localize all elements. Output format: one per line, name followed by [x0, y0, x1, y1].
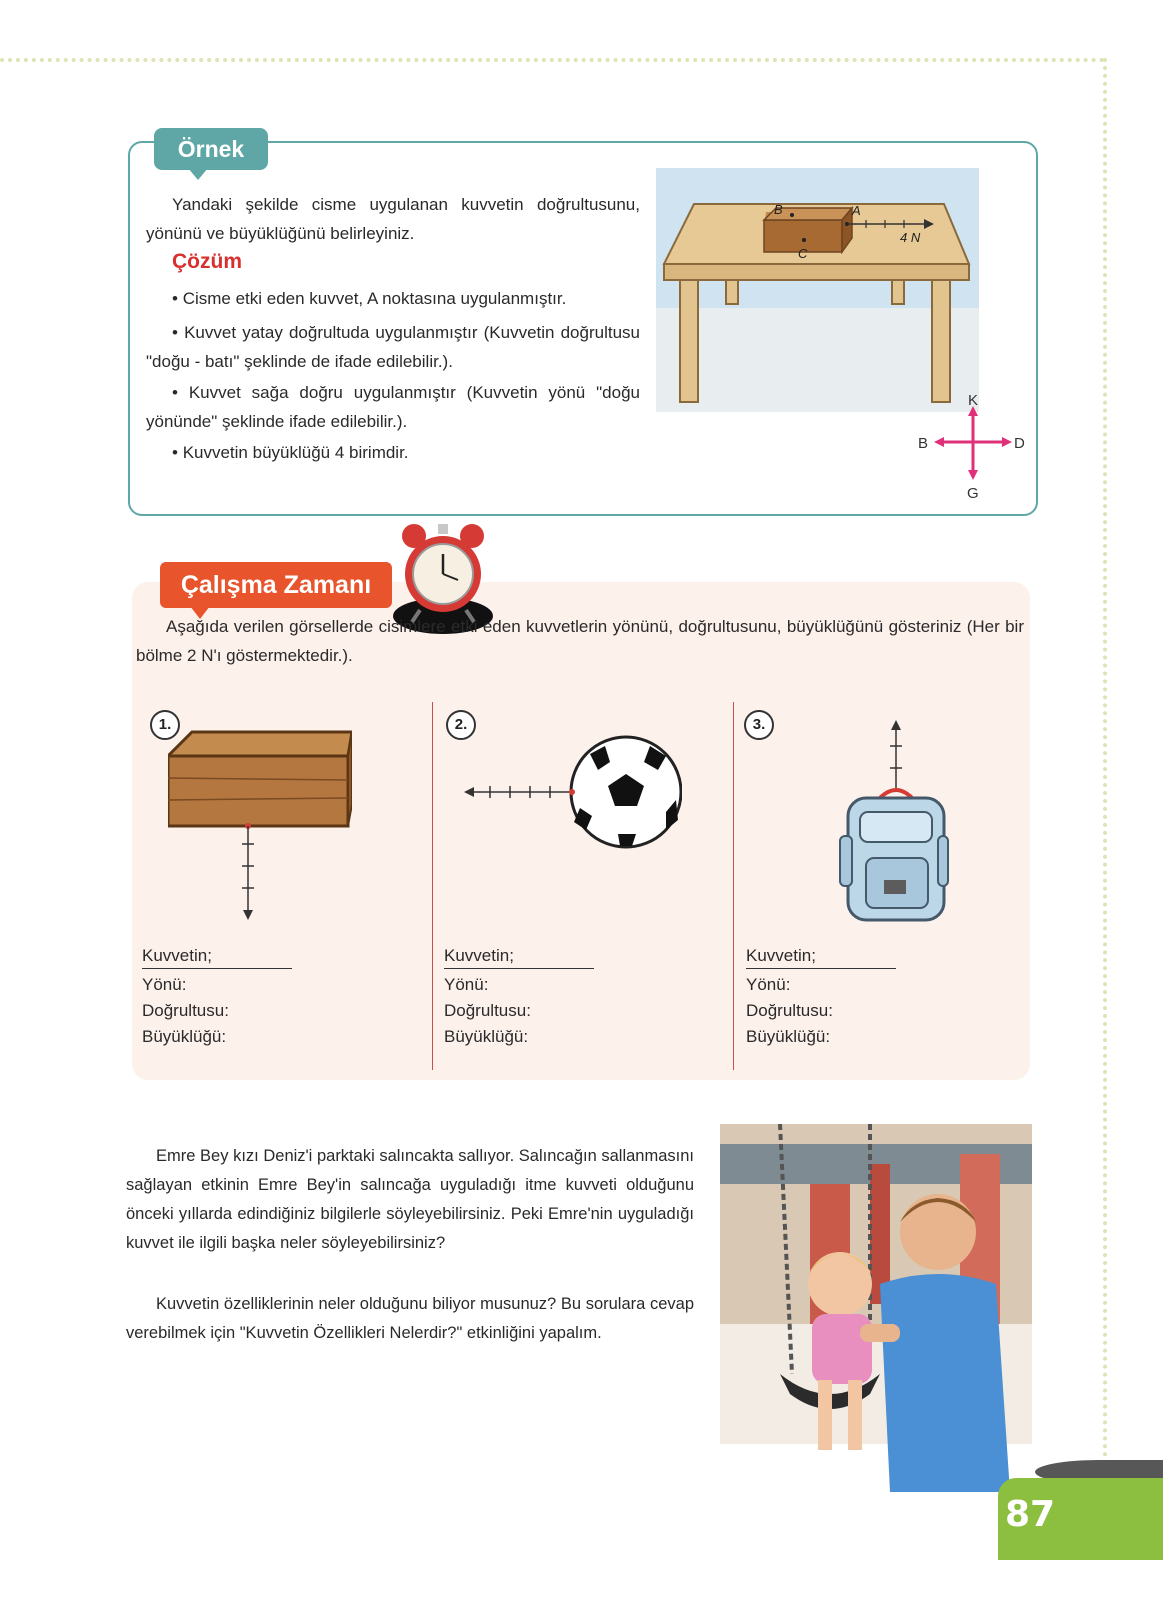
compass-south: G	[967, 485, 979, 500]
solution-bullet-text: Cisme etki eden kuvvet, A noktasına uygulanmıştır.	[182, 289, 567, 308]
item-head: Kuvvetin;	[444, 946, 514, 965]
compass-east: D	[1014, 435, 1025, 452]
line-of-action-label: Doğrultusu:	[444, 1001, 531, 1020]
soccer-ball-image	[460, 734, 682, 850]
page-border-right	[1103, 58, 1107, 1458]
solution-bullet: • Kuvvet yatay doğrultuda uygulanmıştır (Kuvvetin doğrultusu "doğu - batı" şeklinde de ifade edilebilir.).	[146, 323, 640, 371]
line-of-action-label: Doğrultusu:	[142, 1001, 229, 1020]
activity-intro: Aşağıda verilen görsellerde cisimlere etki eden kuvvetlerin yönünü, doğrultusunu, büyüklüğünü gösteriniz (Her bir bölme 2 N'ı göstermektedir.).	[136, 617, 1024, 665]
example-tag-tail	[188, 168, 208, 180]
direction-label: Yönü:	[444, 975, 489, 994]
solution-bullet: • Kuvvetin büyüklüğü 4 birimdir.	[172, 443, 409, 462]
compass-icon	[918, 392, 1028, 500]
force-magnitude-label: 4 N	[900, 230, 921, 245]
answer-underline	[142, 968, 292, 969]
solution-bullet: • Kuvvet sağa doğru uygulanmıştır (Kuvvetin yönü "doğu yönünde" şeklinde ifade edilebilir.).	[146, 383, 640, 431]
example-question: Yandaki şekilde cisme uygulanan kuvvetin doğrultusunu, yönünü ve büyüklüğünü belirleyiniz.	[146, 195, 640, 243]
solution-title: Çözüm	[172, 250, 242, 273]
compass-north: K	[968, 392, 979, 409]
item-number-3: 3.	[744, 710, 774, 740]
swing-photo	[720, 1124, 1032, 1492]
line-of-action-label: Doğrultusu:	[746, 1001, 833, 1020]
point-a-label: A	[852, 203, 861, 218]
example-tag: Örnek	[154, 128, 268, 170]
table-illustration	[656, 168, 979, 412]
item-number-1: 1.	[150, 710, 180, 740]
backpack-image	[838, 716, 950, 924]
point-b-label: B	[774, 202, 783, 217]
page-number: 87	[1004, 1494, 1056, 1535]
column-divider	[432, 702, 433, 1070]
answer-underline	[444, 968, 594, 969]
magnitude-label: Büyüklüğü:	[142, 1027, 227, 1046]
item-head: Kuvvetin;	[746, 946, 816, 965]
magnitude-label: Büyüklüğü:	[444, 1027, 529, 1046]
point-c-label: C	[798, 246, 808, 261]
item-head: Kuvvetin;	[142, 946, 212, 965]
swing-paragraph-1: Emre Bey kızı Deniz'i parktaki salıncakta sallıyor. Salıncağın sallanmasını sağlayan etkinin Emre Bey'in salıncağa uyguladığı itme kuvveti olduğunu önceki yıllarda edindiğiniz bilgilerle söyleyebilirsiniz. Peki Emre'nin uyguladığı kuvvet ile ilgili başka neler söyleyebilirsiniz?	[126, 1147, 694, 1252]
solution-bullet-text: Kuvvet sağa doğru uygulanmıştır (Kuvvetin yönü "doğu yönünde" şeklinde ifade edilebilir.).	[146, 383, 640, 431]
activity-tag: Çalışma Zamanı	[160, 562, 392, 608]
solution-bullet: • Cisme etki eden kuvvet, A noktasına uygulanmıştır.	[172, 289, 567, 308]
column-divider	[733, 702, 734, 1070]
swing-paragraph-2: Kuvvetin özelliklerinin neler olduğunu biliyor musunuz? Bu sorulara cevap verebilmek için "Kuvvetin Özellikleri Nelerdir?" etkinliğini yapalım.	[126, 1295, 694, 1342]
page-border-top	[0, 58, 1105, 62]
magnitude-label: Büyüklüğü:	[746, 1027, 831, 1046]
answer-underline	[746, 968, 896, 969]
direction-label: Yönü:	[142, 975, 187, 994]
compass-west: B	[918, 435, 929, 452]
item-number-2: 2.	[446, 710, 476, 740]
solution-bullet-text: Kuvvet yatay doğrultuda uygulanmıştır (Kuvvetin doğrultusu "doğu - batı" şeklinde de ifade edilebilir.).	[146, 323, 640, 371]
wooden-block-image	[168, 726, 352, 922]
direction-label: Yönü:	[746, 975, 791, 994]
solution-bullet-text: Kuvvetin büyüklüğü 4 birimdir.	[182, 443, 409, 462]
